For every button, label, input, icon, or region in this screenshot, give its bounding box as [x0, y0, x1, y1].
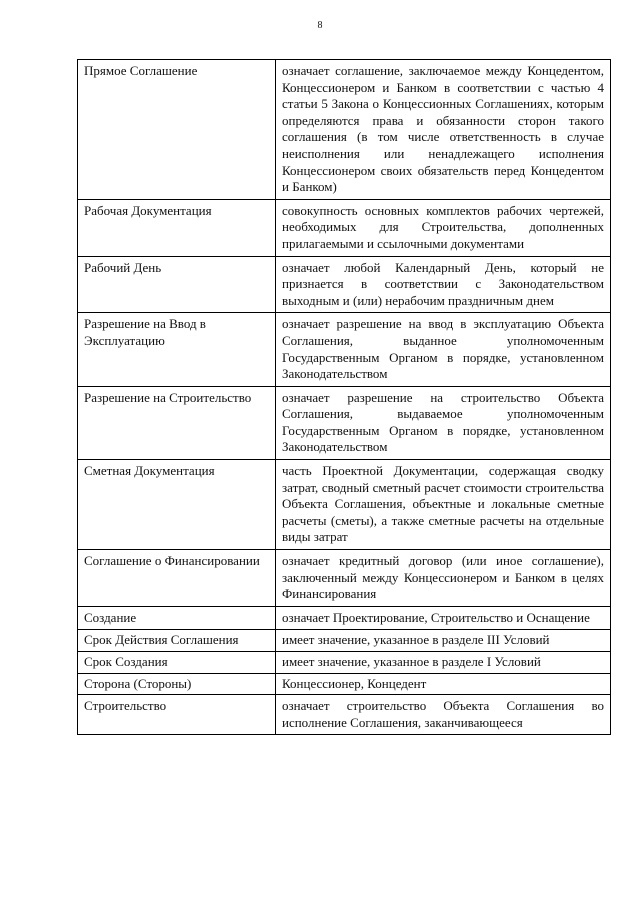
table-row	[78, 60, 611, 200]
table-row	[78, 313, 611, 386]
table-row	[78, 652, 611, 674]
definitions-table	[77, 59, 611, 735]
definition-cell: означает соглашение, заключаемое между Концедентом, Концессионером и Банком в соответствии с частью 4 статьи 5 Закона о Концессионных Соглашениях, которым определяются права и обязанности сторон такого соглашения (в том числе ответственность в случае неисполнения или ненадлежащего исполнения Концессионером своих обязательств перед Концедентом и Банком)	[276, 60, 611, 200]
table-row	[78, 386, 611, 459]
table-row	[78, 606, 611, 630]
definition-cell: означает Проектирование, Строительство и Оснащение	[276, 606, 611, 630]
term-cell: Строительство	[78, 695, 276, 735]
table-row	[78, 673, 611, 695]
term-cell: Разрешение на Ввод в Эксплуатацию	[78, 313, 276, 386]
definition-cell: совокупность основных комплектов рабочих чертежей, необходимых для Строительства, дополненных прилагаемыми и ссылочными документами	[276, 199, 611, 256]
term-cell: Разрешение на Строительство	[78, 386, 276, 459]
term-cell: Сметная Документация	[78, 460, 276, 550]
term-cell: Срок Действия Соглашения	[78, 630, 276, 652]
term-cell: Срок Создания	[78, 652, 276, 674]
definition-cell: имеет значение, указанное в разделе III Условий	[276, 630, 611, 652]
table-row	[78, 199, 611, 256]
term-cell: Рабочая Документация	[78, 199, 276, 256]
term-cell: Прямое Соглашение	[78, 60, 276, 200]
table-row	[78, 256, 611, 313]
definition-cell: означает любой Календарный День, который не признается в соответствии с Законодательством выходным и (или) нерабочим праздничным днем	[276, 256, 611, 313]
definition-cell: означает разрешение на строительство Объекта Соглашения, выдаваемое уполномоченным Государственным Органом в порядке, установленном Законодательством	[276, 386, 611, 459]
table-row	[78, 630, 611, 652]
term-cell: Сторона (Стороны)	[78, 673, 276, 695]
table-row	[78, 460, 611, 550]
page-number: 8	[317, 20, 323, 31]
definition-cell: означает разрешение на ввод в эксплуатацию Объекта Соглашения, выданное уполномоченным Государственным Органом в порядке, установленном Законодательством	[276, 313, 611, 386]
term-cell: Соглашение о Финансировании	[78, 550, 276, 607]
definition-cell: Концессионер, Концедент	[276, 673, 611, 695]
definition-cell: означает строительство Объекта Соглашения во исполнение Соглашения, заканчивающееся	[276, 695, 611, 735]
definition-cell: имеет значение, указанное в разделе I Условий	[276, 652, 611, 674]
term-cell: Рабочий День	[78, 256, 276, 313]
table-row	[78, 550, 611, 607]
table-row	[78, 695, 611, 735]
definition-cell: часть Проектной Документации, содержащая сводку затрат, сводный сметный расчет стоимости строительства Объекта Соглашения, объектные и локальные сметные расчеты (сметы), а также сметные расчеты на отдельные виды затрат	[276, 460, 611, 550]
definition-cell: означает кредитный договор (или иное соглашение), заключенный между Концессионером и Банком в целях Финансирования	[276, 550, 611, 607]
term-cell: Создание	[78, 606, 276, 630]
